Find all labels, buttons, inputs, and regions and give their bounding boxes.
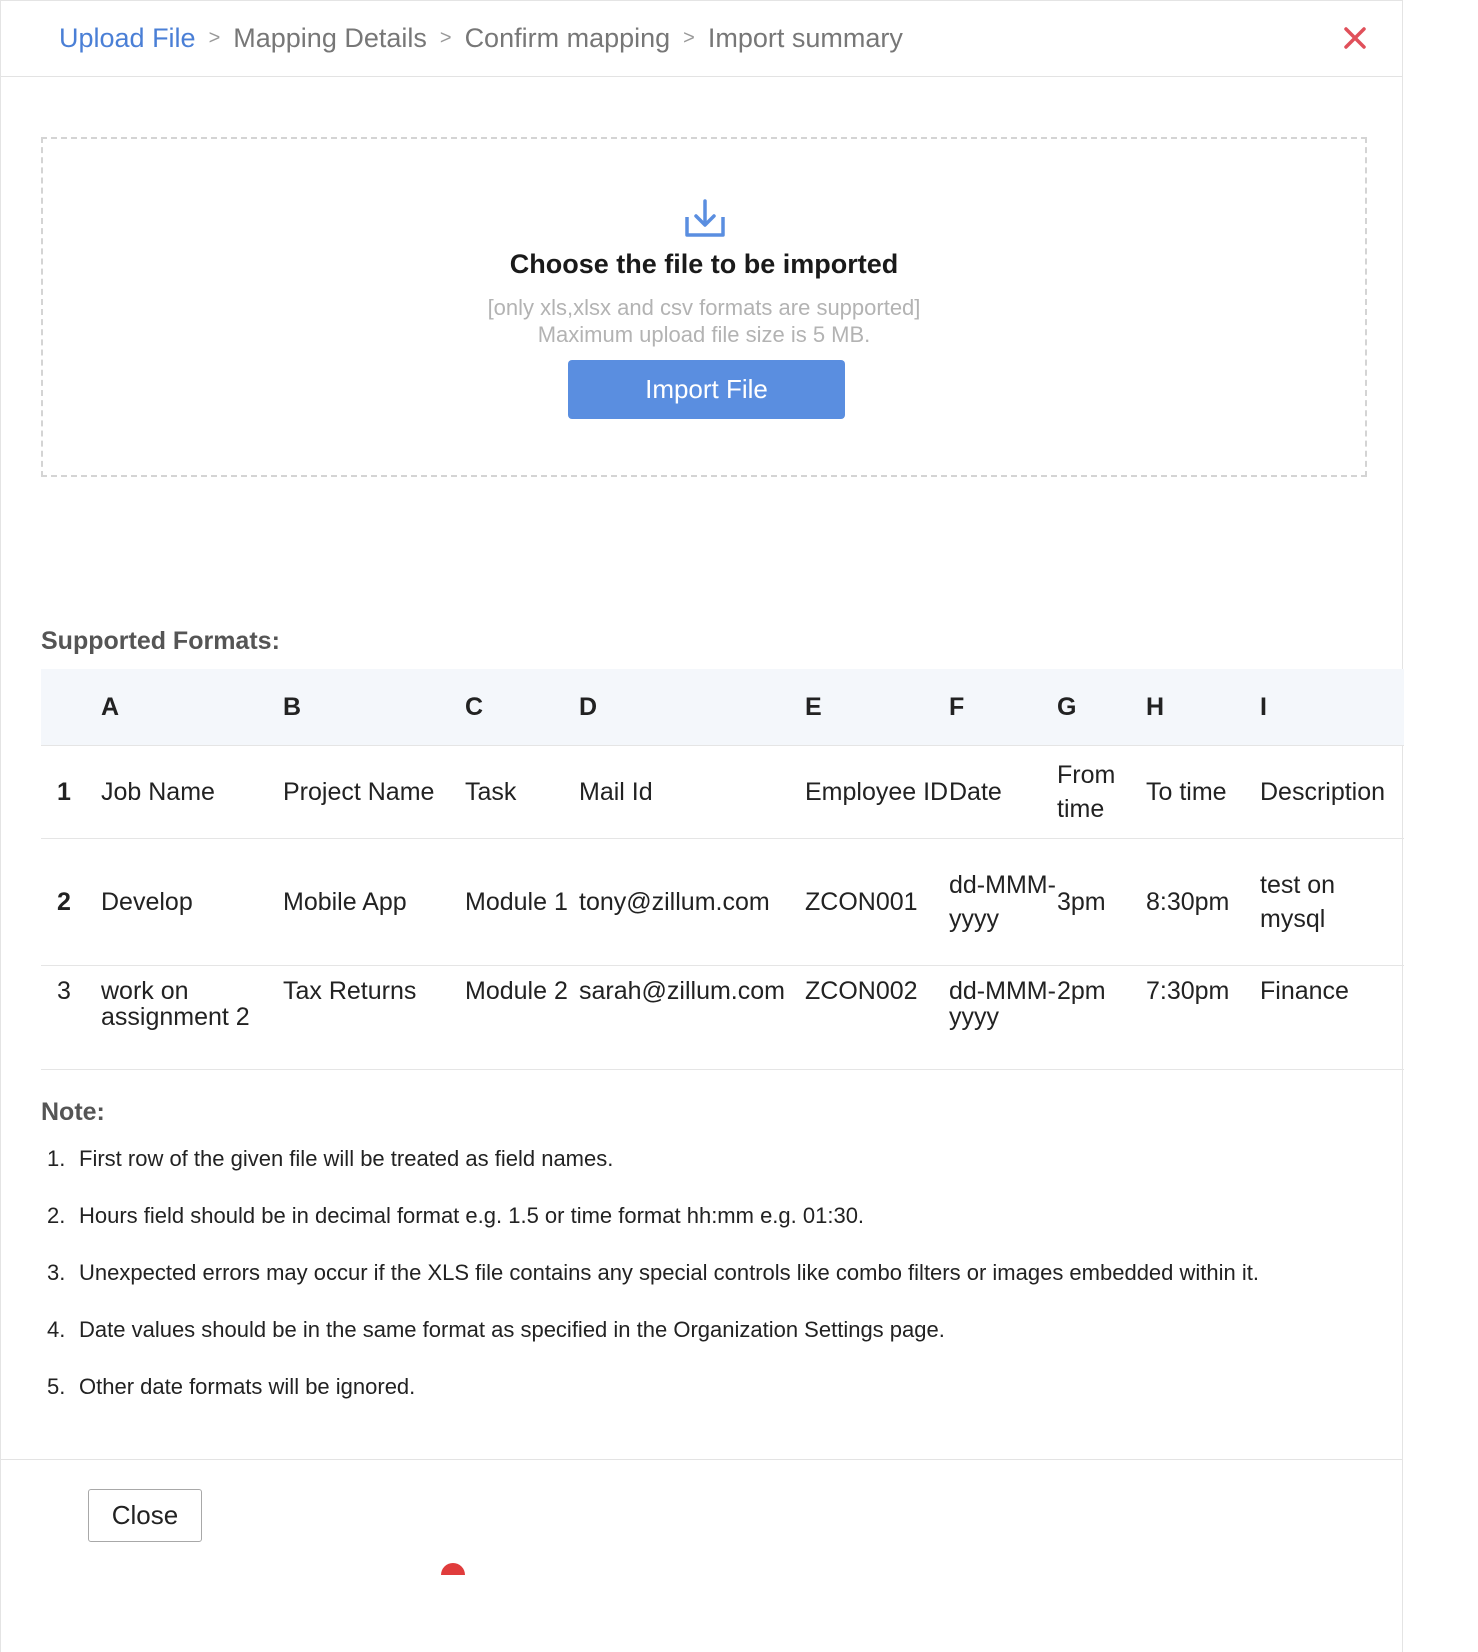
close-button[interactable]: Close <box>88 1489 202 1542</box>
supported-formats-title: Supported Formats: <box>41 627 280 655</box>
table-cell: Develop <box>101 839 283 966</box>
table-cell: 8:30pm <box>1146 839 1260 966</box>
note-item <box>47 1201 1259 1258</box>
table-cell: 2pm <box>1057 966 1146 1070</box>
dropzone-title: Choose the file to be imported <box>509 249 899 279</box>
note-text: First row of the given file will be treated as field names. <box>79 1146 614 1171</box>
column-header: C <box>465 669 579 746</box>
dropzone-formats-hint: [only xls,xlsx and csv formats are supported] <box>487 295 921 320</box>
table-cell: test on mysql <box>1260 839 1404 966</box>
table-cell: work on assignment 2 <box>101 966 283 1070</box>
table-cell: Module 1 <box>465 839 579 966</box>
row-number: 3 <box>41 966 101 1070</box>
table-cell: Task <box>465 746 579 839</box>
column-header: I <box>1260 669 1404 746</box>
note-text: Other date formats will be ignored. <box>79 1374 416 1399</box>
file-dropzone[interactable] <box>41 137 1367 477</box>
table-cell: Description <box>1260 746 1404 839</box>
table-cell: dd-MMM-yyyy <box>949 966 1057 1070</box>
notification-dot-icon <box>441 1563 465 1575</box>
table-header-row <box>41 669 1404 746</box>
note-number: 4. <box>47 1317 66 1342</box>
column-header: G <box>1057 669 1146 746</box>
note-item <box>47 1144 1259 1201</box>
column-header: A <box>101 669 283 746</box>
dropzone-size-hint: Maximum upload file size is 5 MB. <box>537 322 871 347</box>
note-text: Unexpected errors may occur if the XLS file contains any special controls like combo filters or images embedded within it. <box>79 1260 1259 1285</box>
note-item <box>47 1258 1259 1315</box>
breadcrumb-step-confirm-mapping: Confirm mapping <box>464 23 671 53</box>
column-header: H <box>1146 669 1260 746</box>
table-cell: Job Name <box>101 746 283 839</box>
column-header: E <box>805 669 949 746</box>
table-cell: Employee ID <box>805 746 949 839</box>
notes-list <box>47 1144 1259 1429</box>
table-cell: Module 2 <box>465 966 579 1070</box>
close-icon[interactable] <box>1338 21 1372 55</box>
table-cell: dd-MMM-yyyy <box>949 839 1057 966</box>
download-tray-icon <box>683 197 727 241</box>
table-cell: Date <box>949 746 1057 839</box>
column-header: F <box>949 669 1057 746</box>
row-number: 2 <box>41 839 101 966</box>
table-cell: Mobile App <box>283 839 465 966</box>
table-cell: From time <box>1057 746 1146 839</box>
breadcrumb-step-upload-file[interactable]: Upload File <box>59 23 196 53</box>
column-header: B <box>283 669 465 746</box>
table-cell: 7:30pm <box>1146 966 1260 1070</box>
table-row <box>41 966 1404 1070</box>
table-cell: ZCON001 <box>805 839 949 966</box>
note-number: 2. <box>47 1203 66 1228</box>
table-cell: To time <box>1146 746 1260 839</box>
table-row <box>41 839 1404 966</box>
table-cell: ZCON002 <box>805 966 949 1070</box>
row-number: 1 <box>41 746 101 839</box>
table-row <box>41 746 1404 839</box>
breadcrumb <box>1 1 1402 77</box>
table-cell: tony@zillum.com <box>579 839 805 966</box>
breadcrumb-separator: > <box>439 27 452 49</box>
note-number: 1. <box>47 1146 66 1171</box>
note-number: 3. <box>47 1260 66 1285</box>
note-text: Hours field should be in decimal format e.g. 1.5 or time format hh:mm e.g. 01:30. <box>79 1203 865 1228</box>
table-cell: Tax Returns <box>283 966 465 1070</box>
column-header: D <box>579 669 805 746</box>
note-number: 5. <box>47 1374 66 1399</box>
table-cell: Mail Id <box>579 746 805 839</box>
note-item <box>47 1315 1259 1372</box>
note-title: Note: <box>41 1098 105 1126</box>
breadcrumb-separator: > <box>208 27 221 49</box>
table-cell: Project Name <box>283 746 465 839</box>
supported-formats-table <box>41 669 1404 1070</box>
table-cell: sarah@zillum.com <box>579 966 805 1070</box>
breadcrumb-separator: > <box>683 27 695 49</box>
note-text: Date values should be in the same format as specified in the Organization Settings page. <box>79 1317 945 1342</box>
import-file-button[interactable]: Import File <box>568 360 845 419</box>
table-cell: Finance <box>1260 966 1404 1070</box>
breadcrumb-step-mapping-details: Mapping Details <box>233 23 427 53</box>
note-item <box>47 1372 1259 1429</box>
column-header <box>41 669 101 746</box>
dialog-footer-divider <box>1 1459 1402 1460</box>
table-cell: 3pm <box>1057 839 1146 966</box>
breadcrumb-step-import-summary: Import summary <box>707 23 903 53</box>
